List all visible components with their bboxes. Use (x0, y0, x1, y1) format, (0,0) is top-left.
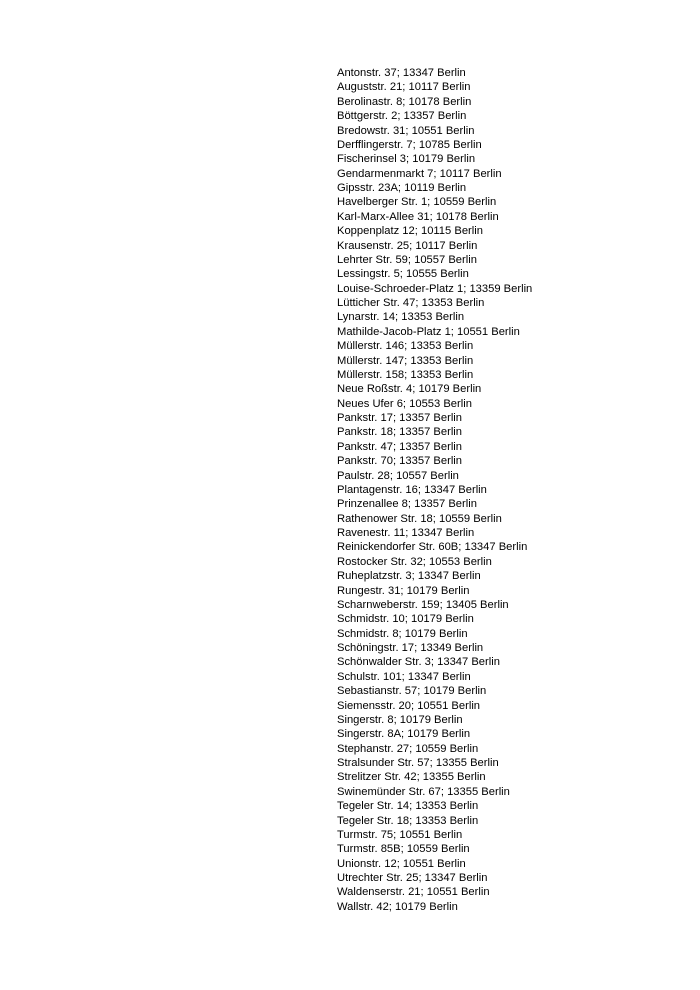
address-line: Schmidstr. 8; 10179 Berlin (337, 627, 468, 640)
address-line: Reinickendorfer Str. 60B; 13347 Berlin (337, 541, 528, 554)
address-line: Turmstr. 85B; 10559 Berlin (337, 843, 470, 856)
address-line: Stephanstr. 27; 10559 Berlin (337, 742, 479, 755)
address-line: Rathenower Str. 18; 10559 Berlin (337, 512, 502, 525)
address-line: Paulstr. 28; 10557 Berlin (337, 469, 459, 482)
address-line: Pankstr. 17; 13357 Berlin (337, 412, 463, 424)
address-line: Tegeler Str. 18; 13353 Berlin (337, 814, 479, 827)
address-line: Karl-Marx-Allee 31; 10178 Berlin (337, 210, 499, 223)
address-line: Berolinastr. 8; 10178 Berlin (337, 95, 472, 108)
address-line: Utrechter Str. 25; 13347 Berlin (337, 872, 488, 884)
address-line: Tegeler Str. 14; 13353 Berlin (337, 800, 479, 813)
address-line: Schulstr. 101; 13347 Berlin (337, 670, 471, 683)
address-line: Pankstr. 18; 13357 Berlin (337, 426, 463, 439)
address-line: Gipsstr. 23A; 10119 Berlin (337, 182, 467, 194)
address-line: Unionstr. 12; 10551 Berlin (337, 857, 466, 870)
address-line: Müllerstr. 158; 13353 Berlin (337, 368, 474, 381)
address-line: Strelitzer Str. 42; 13355 Berlin (337, 771, 486, 784)
address-line: Mathilde-Jacob-Platz 1; 10551 Berlin (337, 325, 520, 338)
address-line: Stralsunder Str. 57; 13355 Berlin (337, 757, 499, 769)
address-line: Schönwalder Str. 3; 13347 Berlin (337, 656, 500, 669)
address-line: Derfflingerstr. 7; 10785 Berlin (337, 138, 482, 151)
address-line: Rostocker Str. 32; 10553 Berlin (337, 555, 492, 568)
address-line: Lütticher Str. 47; 13353 Berlin (337, 297, 485, 309)
address-line: Lynarstr. 14; 13353 Berlin (337, 311, 465, 324)
address-line: Lehrter Str. 59; 10557 Berlin (337, 253, 477, 266)
address-line: Bredowstr. 31; 10551 Berlin (337, 124, 475, 137)
address-line: Fischerinsel 3; 10179 Berlin (337, 153, 476, 166)
address-line: Wallstr. 42; 10179 Berlin (337, 900, 458, 913)
address-line: Singerstr. 8; 10179 Berlin (337, 713, 463, 726)
address-line: Plantagenstr. 16; 13347 Berlin (337, 483, 487, 496)
address-line: Neue Roßstr. 4; 10179 Berlin (337, 383, 482, 396)
address-line: Waldenserstr. 21; 10551 Berlin (337, 886, 490, 899)
address-line: Louise-Schroeder-Platz 1; 13359 Berlin (337, 282, 533, 295)
address-line: Ruheplatzstr. 3; 13347 Berlin (337, 570, 481, 583)
address-line: Müllerstr. 147; 13353 Berlin (337, 354, 474, 367)
address-line: Lessingstr. 5; 10555 Berlin (337, 268, 469, 281)
address-line: Singerstr. 8A; 10179 Berlin (337, 728, 471, 741)
address-line: Swinemünder Str. 67; 13355 Berlin (337, 785, 510, 798)
address-line: Rungestr. 31; 10179 Berlin (337, 584, 470, 597)
address-line: Pankstr. 47; 13357 Berlin (337, 440, 463, 453)
address-line: Böttgerstr. 2; 13357 Berlin (337, 110, 467, 123)
address-line: Auguststr. 21; 10117 Berlin (337, 81, 471, 94)
address-line: Antonstr. 37; 13347 Berlin (337, 67, 466, 79)
address-line: Ravenestr. 11; 13347 Berlin (337, 527, 475, 539)
address-list (337, 66, 532, 914)
address-line: Krausenstr. 25; 10117 Berlin (337, 239, 478, 252)
address-line: Koppenplatz 12; 10115 Berlin (337, 225, 483, 238)
address-line: Havelberger Str. 1; 10559 Berlin (337, 196, 497, 209)
address-line: Schöningstr. 17; 13349 Berlin (337, 642, 484, 654)
address-line: Schmidstr. 10; 10179 Berlin (337, 613, 474, 626)
address-line: Sebastianstr. 57; 10179 Berlin (337, 685, 487, 698)
address-line: Turmstr. 75; 10551 Berlin (337, 828, 463, 841)
address-line: Scharnweberstr. 159; 13405 Berlin (337, 598, 509, 611)
address-line: Prinzenallee 8; 13357 Berlin (337, 498, 477, 511)
address-line: Gendarmenmarkt 7; 10117 Berlin (337, 167, 502, 180)
address-line: Neues Ufer 6; 10553 Berlin (337, 397, 472, 410)
address-line: Pankstr. 70; 13357 Berlin (337, 455, 463, 468)
address-line: Müllerstr. 146; 13353 Berlin (337, 340, 474, 353)
address-line: Siemensstr. 20; 10551 Berlin (337, 699, 481, 712)
